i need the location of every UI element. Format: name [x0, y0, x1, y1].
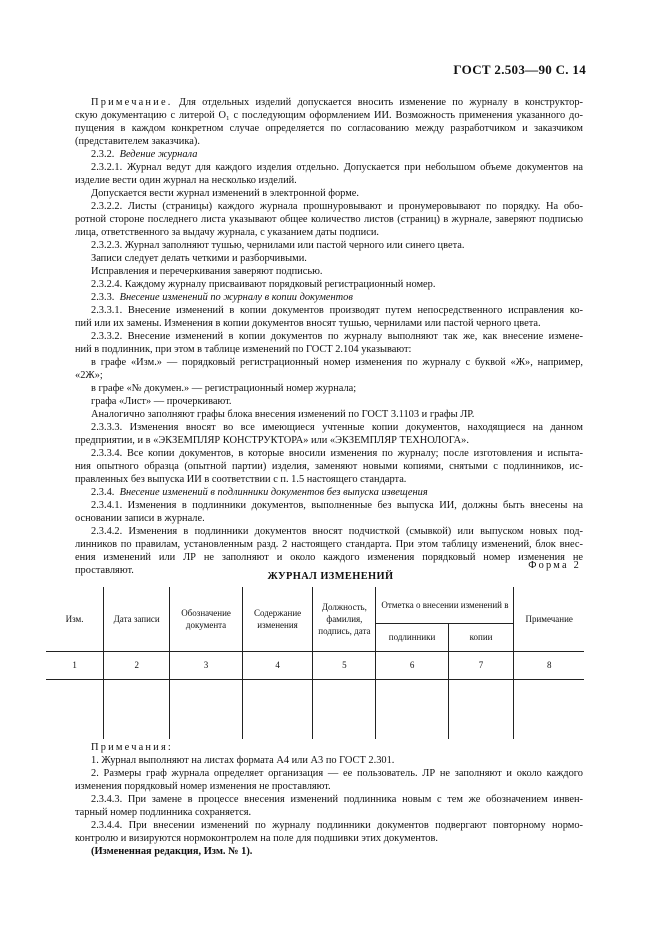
form-label: Форма 2 [528, 560, 581, 571]
section-heading: 2.3.3. Внесение изменений по журналу в копии документов [91, 292, 353, 303]
empty-cell [448, 679, 514, 739]
paragraph-line: 2.3.2.2. Листы (страницы) каждого журнала прошнуровывают и пронумеровывают по порядку. На обо- [91, 201, 583, 212]
empty-cell [514, 679, 584, 739]
journal-table [46, 587, 584, 739]
paragraph-line: предприятии, и в «ЭКЗЕМПЛЯР КОНСТРУКТОРА» или «ЭКЗЕМПЛЯР ТЕХНОЛОГА». [75, 435, 469, 446]
col-originals: подлинники [376, 623, 448, 651]
col-remark: Примечание [514, 587, 584, 651]
paragraph-line: Допускается вести журнал изменений в электронной форме. [91, 188, 359, 199]
col-izm: Изм. [46, 587, 104, 651]
section-heading: 2.3.2. Ведение журнала [91, 149, 198, 160]
paragraph-line: 2.3.2.3. Журнал заполняют тушью, чернилами или пастой черного или синего цвета. [91, 240, 465, 251]
empty-cell [170, 679, 243, 739]
journal-title: ЖУРНАЛ ИЗМЕНЕНИЙ [267, 571, 394, 582]
number-row [46, 651, 584, 679]
paragraph-line: 2.3.2.4. Каждому журналу присваивают порядковый регистрационный номер. [91, 279, 436, 290]
col-number: 5 [313, 651, 376, 679]
paragraph-line: ния опытного образца (опытной партии) изделия, заменяют новыми копиями, снятыми с подлинников, ис- [75, 461, 583, 472]
note-block [75, 96, 583, 148]
col-number: 6 [376, 651, 448, 679]
col-content: Содержание изменения [242, 587, 312, 651]
paragraph-line: ения изменений или ЛР не заполняют и около каждого изменения порядковый номер изменения не [75, 552, 583, 563]
empty-cell [46, 679, 104, 739]
paragraph-line: Записи следует делать четкими и разборчивыми. [91, 253, 307, 264]
paragraph-line: лица, ответственного за выдачу журнала, с указанием даты подписи. [75, 227, 380, 238]
empty-row [46, 679, 584, 739]
paragraph-line: графа «Лист» — прочеркивают. [91, 396, 232, 407]
empty-cell [313, 679, 376, 739]
empty-cell [104, 679, 170, 739]
note-label: Примечание. [91, 97, 173, 108]
paragraph-line: пий или их замены. Изменения в копии документов вносят тушью, чернилами или пастой черного цвета. [75, 318, 541, 329]
paragraph-line: Исправления и перечеркивания заверяют подписью. [91, 266, 323, 277]
col-copies: копии [448, 623, 514, 651]
note-line: (представителем заказчика). [75, 136, 200, 147]
note-line: Примечание. Для отдельных изделий допускается вносить изменение по журналу в конструктор- [91, 97, 583, 108]
col-number: 8 [514, 651, 584, 679]
paragraph-line: в графе «№ докумен.» — регистрационный номер журнала; [91, 383, 357, 394]
col-doc: Обозначение документа [170, 587, 243, 651]
empty-cell [242, 679, 312, 739]
col-mark: Отметка о внесении изменений в [376, 587, 514, 623]
paragraph-line: тарный номер подлинника сохраняется. [75, 807, 252, 818]
paragraph-line: изделие вести один журнал на несколько изделий. [75, 175, 297, 186]
paragraph-line: 2.3.4.2. Изменения в подлинники документов вносят подчисткой (смывкой) или выпуском новых под- [91, 526, 583, 537]
empty-cell [376, 679, 448, 739]
paragraph-line: Аналогично заполняют графы блока внесения изменений по ГОСТ 3.1103 и графы ЛР. [91, 409, 475, 420]
section-heading: 2.3.4. Внесение изменений в подлинники документов без выпуска извещения [91, 487, 428, 498]
paragraph-line: «2Ж»; [75, 370, 103, 381]
paragraph-line: проставляют. [75, 565, 134, 576]
paragraph-line: линников по правилам, установленным разд. 2 настоящего стандарта. При этом таблицу изменений, блок внес- [75, 539, 583, 550]
paragraph-line: ний в подлинник, при этом в таблице изменений по ГОСТ 2.104 указывают: [75, 344, 412, 355]
paragraph-line: контролю и визируются нормоконтролем на поле для подшивки этих документов. [75, 833, 438, 844]
col-number: 7 [448, 651, 514, 679]
paragraph-line: 2.3.4.4. При внесении изменений по журналу подлинники документов подвергают повторному нормо- [91, 820, 583, 831]
col-number: 3 [170, 651, 243, 679]
paragraph-line: 2.3.3.4. Все копии документов, в которые вносили изменения по журналу; после изготовления и испыта- [91, 448, 583, 459]
notes-block [75, 741, 583, 858]
paragraph-line: 2.3.3.2. Внесение изменений в копии документов по журналу выполняют так же, как внесение измене- [91, 331, 583, 342]
col-position: Должность, фамилия, подпись, дата [313, 587, 376, 651]
section-2-3-2 [75, 148, 583, 577]
col-date: Дата записи [104, 587, 170, 651]
paragraph-line: 2.3.3.1. Внесение изменений в копии документов производят путем непосредственного исправления ко- [91, 305, 583, 316]
edition-note: (Измененная редакция, Изм. № 1). [91, 846, 253, 857]
note-line: 1. Журнал выполняют на листах формата А4 или А3 по ГОСТ 2.301. [91, 755, 395, 766]
note-line: изменения порядковый номер изменения не проставляют. [75, 781, 331, 792]
paragraph-line: ротной стороне последнего листа указывают общее количество листов (страниц) в журнале, заверяют подписью [75, 214, 583, 225]
paragraph-line: 2.3.4.1. Изменения в подлинники документов, выполненные без выпуска ИИ, должны быть внесены на [91, 500, 583, 511]
note-line: пущения в каждом конкретном случае определяется по согласованию между разработчиком и заказчиком [75, 123, 583, 134]
paragraph-line: 2.3.2.1. Журнал ведут для каждого изделия отдельно. Допускается при небольшом объеме документов на [91, 162, 583, 173]
page-header: ГОСТ 2.503—90 С. 14 [453, 62, 586, 77]
paragraph-line: 2.3.3.3. Изменения вносят во все имеющиеся учтенные копии документов, находящиеся на данном [91, 422, 583, 433]
paragraph-line: 2.3.4.3. При замене в процессе внесения изменений подлинника новым с тем же обозначением инвен- [91, 794, 583, 805]
notes-label: Примечания: [91, 742, 174, 753]
paragraph-line: правленных без выпуска ИИ в соответствии с п. 1.5 настоящего стандарта. [75, 474, 407, 485]
paragraph-line: в графе «Изм.» — порядковый регистрационный номер изменения по журналу с буквой «Ж», например, [91, 357, 583, 368]
note-line: 2. Размеры граф журнала определяет организация — ее пользователь. ЛР не заполняют и около каждого [91, 768, 583, 779]
col-number: 2 [104, 651, 170, 679]
paragraph-line: основании записи в журнале. [75, 513, 205, 524]
col-number: 1 [46, 651, 104, 679]
col-number: 4 [242, 651, 312, 679]
note-line: скую документацию с литерой О₁ с последующим оформлением ИИ. Возможность применения указанного до- [75, 110, 583, 121]
